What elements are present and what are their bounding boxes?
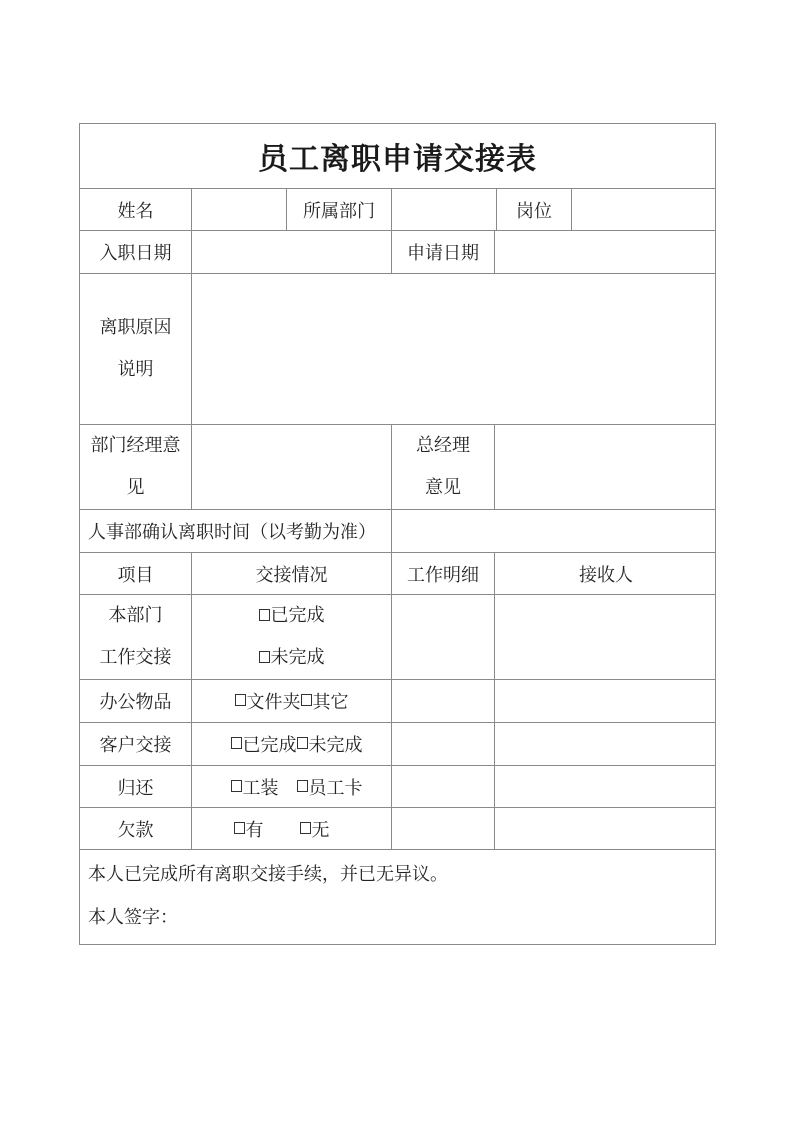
receiver-field[interactable] <box>494 808 717 849</box>
reason-field[interactable] <box>191 274 717 424</box>
checkbox-icon[interactable] <box>300 822 311 834</box>
status-cell <box>191 723 391 765</box>
option-label: 文件夹 <box>246 692 301 713</box>
dates-row <box>80 230 715 273</box>
receiver-field[interactable] <box>494 595 717 679</box>
name-field[interactable] <box>191 189 286 230</box>
completed-option[interactable] <box>231 731 297 757</box>
header-status: 交接情况 <box>191 553 391 594</box>
apply-date-field[interactable] <box>494 231 717 273</box>
item-return: 归还 <box>117 777 154 799</box>
other-option[interactable] <box>301 688 349 714</box>
option-label: 未完成 <box>308 735 363 756</box>
hire-date-label: 入职日期 <box>99 243 172 264</box>
detail-field[interactable] <box>391 680 494 722</box>
employee-card-option[interactable] <box>297 774 363 800</box>
detail-field[interactable] <box>391 723 494 765</box>
header-detail: 工作明细 <box>391 553 494 594</box>
table-row <box>80 722 715 765</box>
header-item: 项目 <box>117 564 154 586</box>
item-debt: 欠款 <box>117 819 154 841</box>
gm-label-line2: 意见 <box>425 477 461 498</box>
declaration-text: 本人已完成所有离职交接手续，并已无异议。 <box>88 864 448 885</box>
receiver-field[interactable] <box>494 723 717 765</box>
hr-confirm-field[interactable] <box>391 510 717 552</box>
option-label: 有 <box>245 819 264 841</box>
position-field[interactable] <box>571 189 717 230</box>
gm-label <box>391 425 494 509</box>
table-row <box>80 594 715 679</box>
checkbox-icon[interactable] <box>301 694 312 706</box>
status-cell <box>191 595 391 679</box>
header-receiver: 接收人 <box>494 553 717 594</box>
name-label: 姓名 <box>117 200 154 222</box>
form-title: 员工离职申请交接表 <box>258 142 537 177</box>
handover-header-row <box>80 552 715 594</box>
department-label: 所属部门 <box>286 189 391 230</box>
reason-label-line2: 说明 <box>117 359 154 380</box>
gm-opinion-field[interactable] <box>494 425 717 509</box>
detail-field[interactable] <box>391 766 494 807</box>
detail-field[interactable] <box>391 808 494 849</box>
option-label: 工装 <box>242 777 279 799</box>
status-cell <box>191 808 391 849</box>
no-option[interactable] <box>300 816 330 842</box>
checkbox-icon[interactable] <box>234 822 245 834</box>
receiver-field[interactable] <box>494 766 717 807</box>
reason-row <box>80 273 715 424</box>
department-field[interactable] <box>391 189 496 230</box>
checkbox-icon[interactable] <box>259 609 270 621</box>
detail-field[interactable] <box>391 595 494 679</box>
position-label: 岗位 <box>496 189 571 230</box>
opinion-row <box>80 424 715 509</box>
resignation-handover-form <box>79 123 716 945</box>
reason-label-line1: 离职原因 <box>99 317 172 338</box>
checkbox-icon[interactable] <box>231 737 242 749</box>
receiver-field[interactable] <box>494 680 717 722</box>
item-office-supplies: 办公物品 <box>99 692 172 713</box>
checkbox-icon[interactable] <box>297 737 308 749</box>
dept-manager-label-line1: 部门经理意 <box>90 435 181 456</box>
dept-manager-opinion-field[interactable] <box>191 425 391 509</box>
reason-label <box>80 274 191 424</box>
item-dept-work <box>80 595 191 679</box>
status-cell <box>191 766 391 807</box>
not-completed-option[interactable] <box>297 731 363 757</box>
declaration-row <box>80 849 715 944</box>
hire-date-field[interactable] <box>191 231 391 273</box>
checkbox-icon[interactable] <box>235 694 246 706</box>
option-label: 其它 <box>312 692 349 713</box>
checkbox-icon[interactable] <box>297 780 308 792</box>
item-line2: 工作交接 <box>99 647 172 668</box>
gm-label-line1: 总经理 <box>416 435 470 456</box>
checkbox-icon[interactable] <box>259 651 270 663</box>
apply-date-label: 申请日期 <box>391 231 494 273</box>
option-label: 已完成 <box>242 735 297 756</box>
hr-confirm-label: 人事部确认离职时间（以考勤为准） <box>88 522 376 543</box>
folder-option[interactable] <box>235 688 301 714</box>
item-line1: 本部门 <box>108 605 163 626</box>
option-label: 无 <box>311 819 330 841</box>
option-label: 已完成 <box>270 605 325 626</box>
option-label: 未完成 <box>270 647 325 668</box>
not-completed-option[interactable] <box>259 637 325 679</box>
table-row <box>80 765 715 807</box>
uniform-option[interactable] <box>231 774 279 800</box>
status-cell <box>191 680 391 722</box>
signature-label: 本人签字： <box>88 907 178 928</box>
table-row <box>80 679 715 722</box>
table-row <box>80 807 715 849</box>
dept-manager-label-line2: 见 <box>126 477 145 498</box>
item-client-handover: 客户交接 <box>99 735 172 756</box>
option-label: 员工卡 <box>308 777 363 799</box>
dept-manager-label <box>80 425 191 509</box>
hr-confirm-row <box>80 509 715 552</box>
title-row <box>80 124 715 188</box>
checkbox-icon[interactable] <box>231 780 242 792</box>
basic-info-row <box>80 188 715 230</box>
yes-option[interactable] <box>234 816 264 842</box>
completed-option[interactable] <box>259 595 325 637</box>
